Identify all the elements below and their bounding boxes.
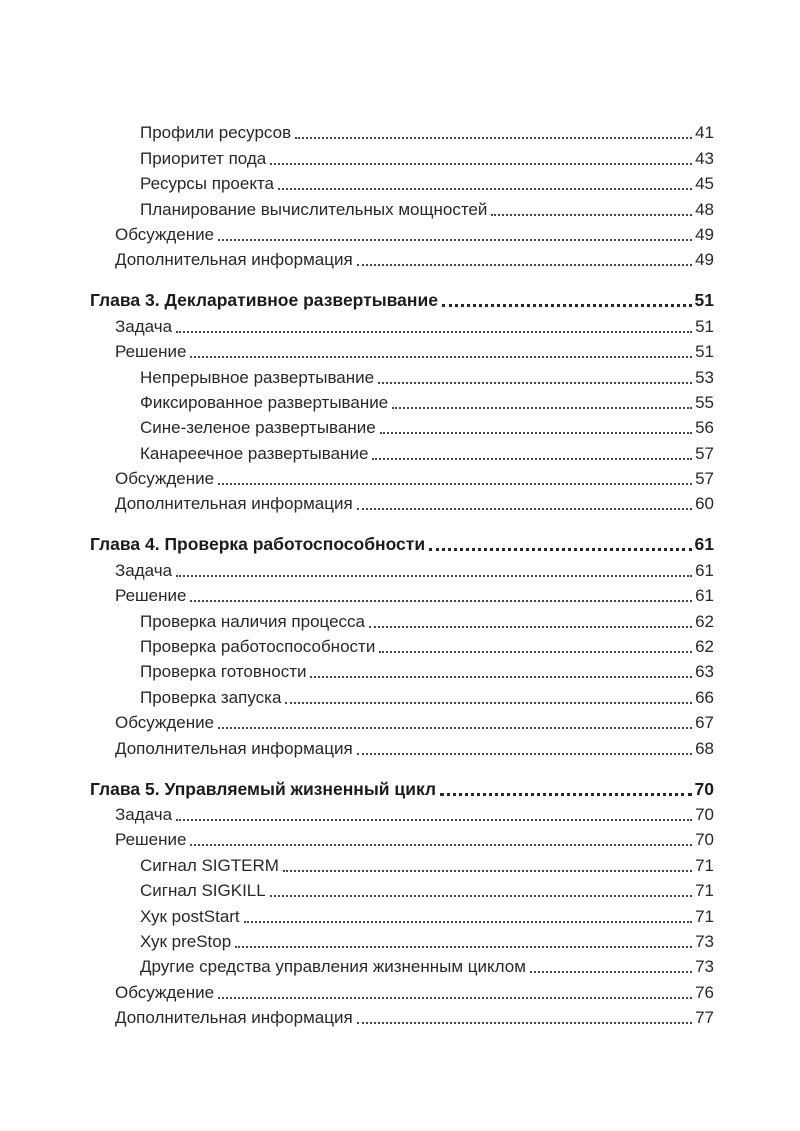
dot-leader (244, 921, 692, 923)
dot-leader (270, 895, 692, 897)
toc-page-number: 70 (694, 778, 714, 799)
toc-section (90, 119, 714, 271)
toc-entry-label: Сигнал SIGKILL (140, 881, 266, 901)
toc-entry-label: Дополнительная информация (115, 738, 353, 758)
toc-entry-label: Непрерывное развертывание (140, 367, 375, 387)
toc-entry-row (90, 826, 714, 851)
toc-page-number: 77 (695, 1008, 714, 1028)
toc-entry-label: Проверка наличия процесса (140, 611, 365, 631)
toc-entry-label: Обсуждение (115, 713, 215, 733)
dot-leader (380, 432, 692, 434)
toc-entry-label: Проверка готовности (140, 662, 307, 682)
toc-chapter-label: Глава 3. Декларативное развертывание (90, 290, 438, 311)
toc-entry-label: Хук postStart (140, 906, 240, 926)
toc-entry-row (90, 582, 714, 607)
toc-entry-label: Дополнительная информация (115, 1008, 353, 1028)
dot-leader (378, 382, 692, 384)
toc-entry-row (90, 389, 714, 414)
dot-leader (190, 356, 692, 358)
toc-entry-label: Решение (115, 342, 187, 362)
dot-leader (295, 137, 692, 139)
dot-leader (190, 844, 692, 846)
dot-leader (442, 304, 692, 307)
toc-entry-row (90, 978, 714, 1003)
toc-list (90, 119, 714, 1029)
toc-entry-label: Решение (115, 586, 187, 606)
toc-entry-row (90, 363, 714, 388)
toc-entry-label: Сине-зеленое развертывание (140, 418, 376, 438)
toc-entry-label: Другие средства управления жизненным циклом (140, 957, 526, 977)
toc-entry-label: Хук preStop (140, 931, 232, 951)
toc-entry-row (90, 490, 714, 515)
toc-entry-label: Фиксированное развертывание (140, 392, 389, 412)
toc-section (90, 529, 714, 759)
dot-leader (369, 626, 692, 628)
toc-page-number: 70 (695, 804, 714, 824)
toc-page-number: 56 (695, 418, 714, 438)
toc-entry-label: Планирование вычислительных мощностей (140, 199, 488, 219)
dot-leader (392, 407, 692, 409)
toc-page-number: 61 (695, 560, 714, 580)
dot-leader (283, 870, 692, 872)
toc-chapter-row (90, 774, 714, 801)
toc-page-number: 66 (695, 687, 714, 707)
toc-entry-row (90, 465, 714, 490)
toc-entry-row (90, 144, 714, 169)
toc-page-number: 61 (695, 586, 714, 606)
toc-page-number: 49 (695, 250, 714, 270)
toc-page-number: 62 (695, 637, 714, 657)
toc-page-number: 73 (695, 957, 714, 977)
toc-entry-row (90, 877, 714, 902)
toc-entry-row (90, 709, 714, 734)
dot-leader (235, 946, 692, 948)
toc-entry-label: Обсуждение (115, 469, 215, 489)
dot-leader (429, 548, 691, 551)
toc-entry-label: Обсуждение (115, 982, 215, 1002)
toc-entry-label: Сигнал SIGTERM (140, 855, 279, 875)
toc-entry-label: Обсуждение (115, 224, 215, 244)
dot-leader (278, 188, 692, 190)
toc-chapter-label: Глава 5. Управляемый жизненный цикл (90, 778, 437, 799)
toc-entry-row (90, 1004, 714, 1029)
dot-leader (357, 1022, 692, 1024)
toc-entry-row (90, 170, 714, 195)
toc-page-number: 57 (695, 443, 714, 463)
toc-page-number: 73 (695, 931, 714, 951)
toc-entry-label: Задача (115, 316, 173, 336)
toc-entry-row (90, 928, 714, 953)
dot-leader (372, 458, 692, 460)
dot-leader (176, 819, 692, 821)
toc-page-number: 76 (695, 982, 714, 1002)
dot-leader (440, 793, 691, 796)
toc-entry-row (90, 607, 714, 632)
toc-entry-label: Решение (115, 830, 187, 850)
toc-section (90, 774, 714, 1030)
toc-entry-row (90, 195, 714, 220)
toc-entry-row (90, 902, 714, 927)
toc-entry-row (90, 851, 714, 876)
toc-page-number: 41 (695, 123, 714, 143)
toc-page-number: 70 (695, 830, 714, 850)
toc-page-number: 67 (695, 713, 714, 733)
toc-page-number: 55 (695, 392, 714, 412)
toc-page-number: 60 (695, 494, 714, 514)
toc-page-number: 61 (694, 534, 714, 555)
toc-entry-label: Приоритет пода (140, 148, 267, 168)
toc-entry-row (90, 246, 714, 271)
toc-page-number: 53 (695, 367, 714, 387)
toc-entry-label: Ресурсы проекта (140, 174, 274, 194)
toc-entry-label: Проверка запуска (140, 687, 282, 707)
toc-entry-label: Канареечное развертывание (140, 443, 369, 463)
toc-entry-row (90, 734, 714, 759)
toc-entry-row (90, 801, 714, 826)
toc-entry-label: Профили ресурсов (140, 123, 292, 143)
toc-entry-label: Дополнительная информация (115, 250, 353, 270)
toc-page-number: 71 (695, 881, 714, 901)
dot-leader (218, 727, 692, 729)
dot-leader (176, 331, 692, 333)
toc-page-number: 62 (695, 611, 714, 631)
dot-leader (530, 971, 692, 973)
dot-leader (270, 163, 692, 165)
toc-page-number: 57 (695, 469, 714, 489)
dot-leader (176, 575, 692, 577)
toc-page-number: 68 (695, 738, 714, 758)
dot-leader (357, 753, 692, 755)
toc-page-number: 51 (695, 316, 714, 336)
toc-chapter-row (90, 285, 714, 312)
toc-entry-label: Проверка работоспособности (140, 637, 376, 657)
dot-leader (218, 997, 692, 999)
dot-leader (218, 239, 692, 241)
toc-chapter-label: Глава 4. Проверка работоспособности (90, 534, 426, 555)
toc-page-number: 49 (695, 224, 714, 244)
dot-leader (379, 651, 692, 653)
toc-entry-row (90, 338, 714, 363)
toc-page-number: 51 (695, 342, 714, 362)
dot-leader (357, 508, 692, 510)
toc-entry-row (90, 439, 714, 464)
dot-leader (218, 483, 692, 485)
dot-leader (190, 600, 692, 602)
toc-page-number: 63 (695, 662, 714, 682)
dot-leader (285, 702, 692, 704)
toc-entry-row (90, 221, 714, 246)
toc-page-number: 45 (695, 174, 714, 194)
dot-leader (491, 214, 692, 216)
toc-chapter-row (90, 529, 714, 556)
toc-entry-label: Задача (115, 560, 173, 580)
toc-page-number: 43 (695, 148, 714, 168)
toc-page-number: 48 (695, 199, 714, 219)
toc-section (90, 285, 714, 515)
toc-entry-row (90, 119, 714, 144)
toc-entry-row (90, 953, 714, 978)
toc-entry-row (90, 312, 714, 337)
toc-page-number: 71 (695, 855, 714, 875)
toc-entry-row (90, 556, 714, 581)
dot-leader (357, 264, 692, 266)
toc-entry-row (90, 414, 714, 439)
toc-entry-label: Дополнительная информация (115, 494, 353, 514)
dot-leader (310, 676, 692, 678)
toc-page-number: 51 (694, 290, 714, 311)
toc-page-number: 71 (695, 906, 714, 926)
toc-entry-row (90, 683, 714, 708)
toc-entry-row (90, 633, 714, 658)
toc-entry-row (90, 658, 714, 683)
toc-entry-label: Задача (115, 804, 173, 824)
